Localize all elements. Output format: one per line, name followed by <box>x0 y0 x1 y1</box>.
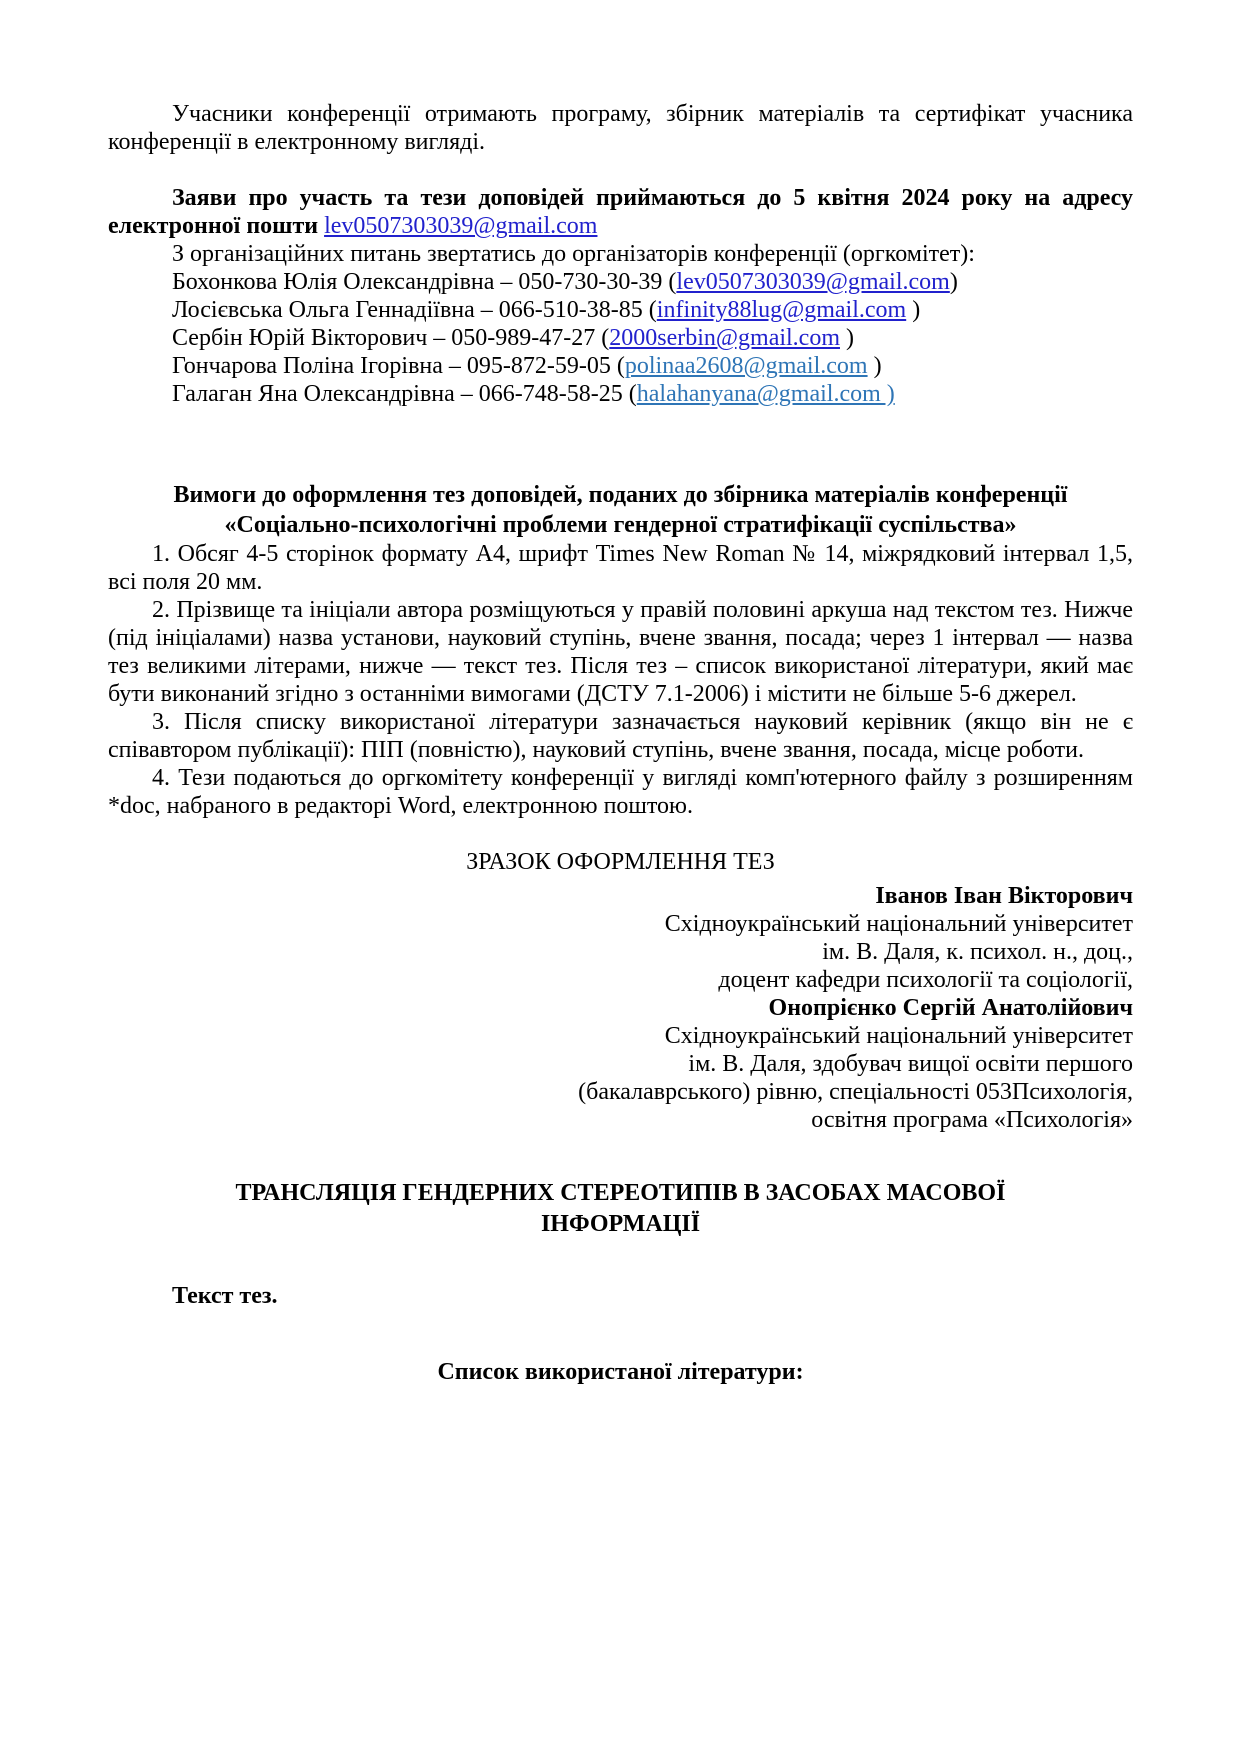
contact-text-suffix: ) <box>906 297 921 323</box>
contact-email-link[interactable]: halahanyana@gmail.com ) <box>636 381 895 407</box>
author-affiliation: Східноукраїнський національний університет <box>664 911 1133 937</box>
contact-text: Лосієвська Ольга Геннадіївна – 066-510-38-85 ( <box>172 297 657 323</box>
contact-text: Бохонкова Юлія Олександрівна – 050-730-30-39 ( <box>172 269 677 295</box>
requirement-item-4: 4. Тези подаються до оргкомітету конференції у вигляді комп'ютерного файлу з розширенням *doc, набраного в редакторі Word, електронною поштою. <box>108 765 1133 819</box>
author-affiliation: (бакалаврського) рівню, спеціальності 053Психологія, <box>578 1079 1133 1105</box>
contact-text: Сербін Юрій Вікторович – 050-989-47-27 ( <box>172 325 610 351</box>
sample-authors-block <box>108 882 1133 1134</box>
contact-text-suffix: ) <box>867 353 882 379</box>
thesis-body-label: Текст тез. <box>172 1283 278 1309</box>
contact-row-losiievska <box>108 296 1133 324</box>
requirement-item-3: 3. Після списку використаної літератури зазначається науковий керівник (якщо він не є співавтором публікації): ПІП (повністю), науковий ступінь, вчене звання, посада, місце роботи. <box>108 709 1133 763</box>
requirements-title <box>108 480 1133 540</box>
author-affiliation: ім. В. Даля, к. психол. н., доц., <box>822 939 1133 965</box>
contact-row-bokhonkova <box>108 268 1133 296</box>
contact-row-halahan <box>108 380 1133 408</box>
requirements-title-line1: Вимоги до оформлення тез доповідей, поданих до збірника матеріалів конференції <box>173 482 1068 508</box>
author-affiliation: доцент кафедри психології та соціології, <box>718 967 1133 993</box>
contact-row-serbin <box>108 324 1133 352</box>
contact-text: Гончарова Поліна Ігорівна – 095-872-59-05 ( <box>172 353 625 379</box>
author-name: Іванов Іван Вікторович <box>875 883 1133 909</box>
author-affiliation: освітня програма «Психологія» <box>811 1107 1133 1133</box>
requirement-item-2: 2. Прізвище та ініціали автора розміщуються у правій половині аркуша над текстом тез. Нижче (під ініціалами) назва установи, науковий ступінь, вчене звання, посада; через 1 інтервал — назва тез великими літерами, нижче — текст тез. Після тез – список використаної літератури, який має бути виконаний згідно з останніми вимогами (ДСТУ 7.1-2006) і містити не більше 5-6 джерел. <box>108 597 1133 707</box>
requirements-title-line2: «Соціально-психологічні проблеми гендерної стратифікації суспільства» <box>224 512 1017 538</box>
author-name: Онопрієнко Сергій Анатолійович <box>768 995 1133 1021</box>
contact-row-goncharova <box>108 352 1133 380</box>
contact-email-link[interactable]: polinaa2608@gmail.com <box>624 353 868 379</box>
author-affiliation: ім. В. Даля, здобувач вищої освіти першого <box>688 1051 1133 1077</box>
references-heading: Список використаної літератури: <box>437 1359 804 1385</box>
sample-heading: ЗРАЗОК ОФОРМЛЕННЯ ТЕЗ <box>466 849 775 875</box>
author-affiliation: Східноукраїнський національний університет <box>664 1023 1133 1049</box>
contacts-heading: З організаційних питань звертатись до організаторів конференції (оргкомітет): <box>172 241 975 267</box>
submission-email-link[interactable]: lev0507303039@gmail.com <box>324 213 598 239</box>
submission-paragraph <box>108 184 1133 240</box>
submission-bold-text: Заяви про участь та тези доповідей приймаються до 5 квітня 2024 року на адресу електронної пошти <box>108 185 1133 239</box>
contact-email-link[interactable]: lev0507303039@gmail.com <box>676 269 950 295</box>
contact-email-link[interactable]: 2000serbin@gmail.com <box>609 325 840 351</box>
sample-thesis-title: ТРАНСЛЯЦІЯ ГЕНДЕРНИХ СТЕРЕОТИПІВ В ЗАСОБАХ МАСОВОЇ ІНФОРМАЦІЇ <box>235 1180 1006 1237</box>
contact-text: Галаган Яна Олександрівна – 066-748-58-25 ( <box>172 381 637 407</box>
contact-text-suffix: ) <box>949 269 958 295</box>
contact-text-suffix: ) <box>840 325 854 351</box>
intro-paragraph: Учасники конференції отримають програму, збірник матеріалів та сертифікат учасника конференції в електронному вигляді. <box>108 101 1133 155</box>
contact-email-link[interactable]: infinity88lug@gmail.com <box>656 297 907 323</box>
requirement-item-1: 1. Обсяг 4-5 сторінок формату А4, шрифт Times New Roman № 14, міжрядковий інтервал 1,5, всі поля 20 мм. <box>108 541 1133 595</box>
